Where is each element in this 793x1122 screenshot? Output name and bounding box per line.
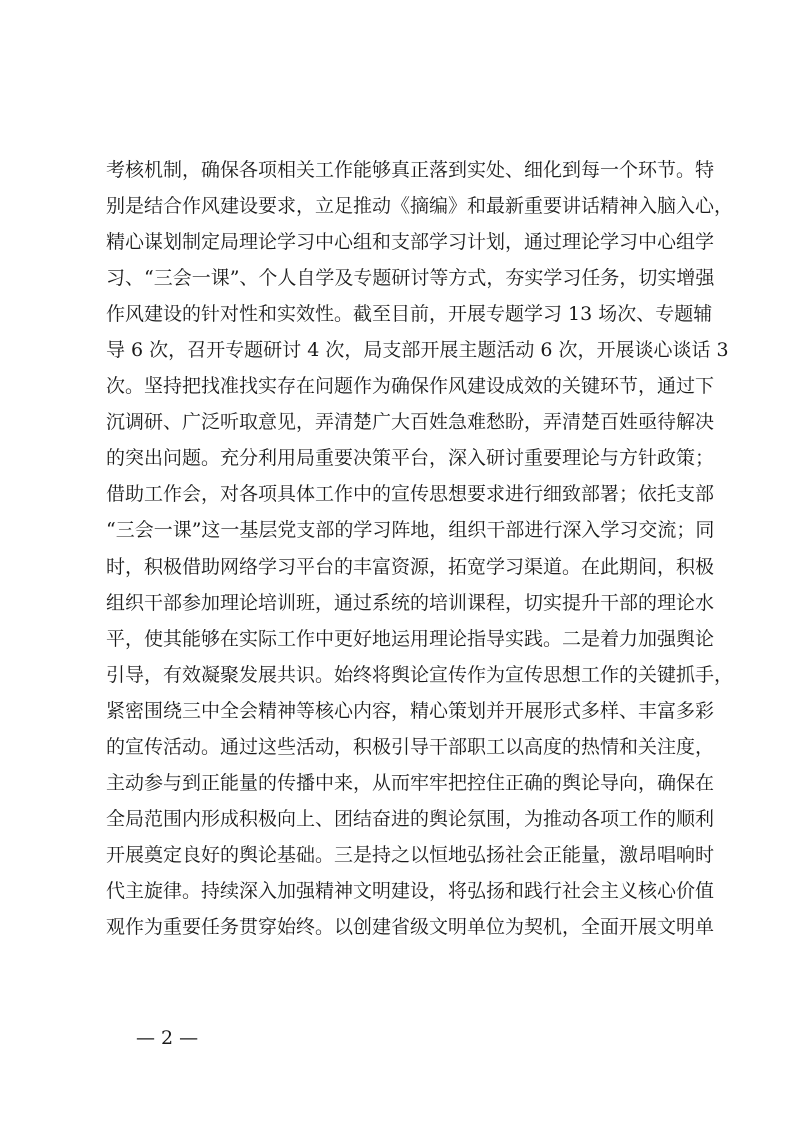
text-line: 观作为重要任务贯穿始终。以创建省级文明单位为契机，全面开展文明单 bbox=[106, 915, 715, 938]
text-line: 导 6 次，召开专题研讨 4 次，局支部开展主题活动 6 次，开展谈心谈话 3 bbox=[106, 339, 729, 362]
text-line: 主动参与到正能量的传播中来，从而牢牢把控住正确的舆论导向，确保在 bbox=[106, 771, 715, 794]
text-line: 沉调研、广泛听取意见，弄清楚广大百姓急难愁盼，弄清楚百姓亟待解决 bbox=[106, 411, 715, 434]
body-text bbox=[106, 152, 734, 945]
text-line: 开展奠定良好的舆论基础。三是持之以恒地弘扬社会正能量，激昂唱响时 bbox=[106, 843, 715, 866]
text-line: 全局范围内形成积极向上、团结奋进的舆论氛围，为推动各项工作的顺利 bbox=[106, 807, 715, 830]
text-line: “三会一课”这一基层党支部的学习阵地，组织干部进行深入学习交流；同 bbox=[106, 519, 715, 542]
text-line: 借助工作会，对各项具体工作中的宣传思想要求进行细致部署；依托支部 bbox=[106, 483, 715, 506]
page-number: — 2 — bbox=[136, 1027, 199, 1049]
text-line: 作风建设的针对性和实效性。截至目前，开展专题学习 13 场次、专题辅 bbox=[106, 303, 713, 326]
text-line: 时，积极借助网络学习平台的丰富资源，拓宽学习渠道。在此期间，积极 bbox=[106, 555, 715, 578]
text-line: 考核机制，确保各项相关工作能够真正落到实处、细化到每一个环节。特 bbox=[106, 159, 715, 181]
text-line: 习、“三会一课”、个人自学及专题研讨等方式，夯实学习任务，切实增强 bbox=[106, 267, 715, 290]
text-line: 次。坚持把找准找实存在问题作为确保作风建设成效的关键环节，通过下 bbox=[106, 375, 715, 398]
text-line: 代主旋律。持续深入加强精神文明建设，将弘扬和践行社会主义核心价值 bbox=[106, 879, 715, 902]
text-line: 精心谋划制定局理论学习中心组和支部学习计划，通过理论学习中心组学 bbox=[106, 231, 715, 254]
text-line: 的宣传活动。通过这些活动，积极引导干部职工以高度的热情和关注度， bbox=[106, 735, 715, 758]
text-line: 的突出问题。充分利用局重要决策平台，深入研讨重要理论与方针政策； bbox=[106, 447, 715, 470]
text-line: 别是结合作风建设要求，立足推动《摘编》和最新重要讲话精神入脑入心， bbox=[106, 195, 734, 218]
text-line: 引导，有效凝聚发展共识。始终将舆论宣传作为宣传思想工作的关键抓手， bbox=[106, 663, 734, 686]
text-line: 组织干部参加理论培训班，通过系统的培训课程，切实提升干部的理论水 bbox=[106, 591, 715, 614]
text-line: 平，使其能够在实际工作中更好地运用理论指导实践。二是着力加强舆论 bbox=[106, 627, 715, 650]
text-line: 紧密围绕三中全会精神等核心内容，精心策划并开展形式多样、丰富多彩 bbox=[106, 699, 715, 722]
